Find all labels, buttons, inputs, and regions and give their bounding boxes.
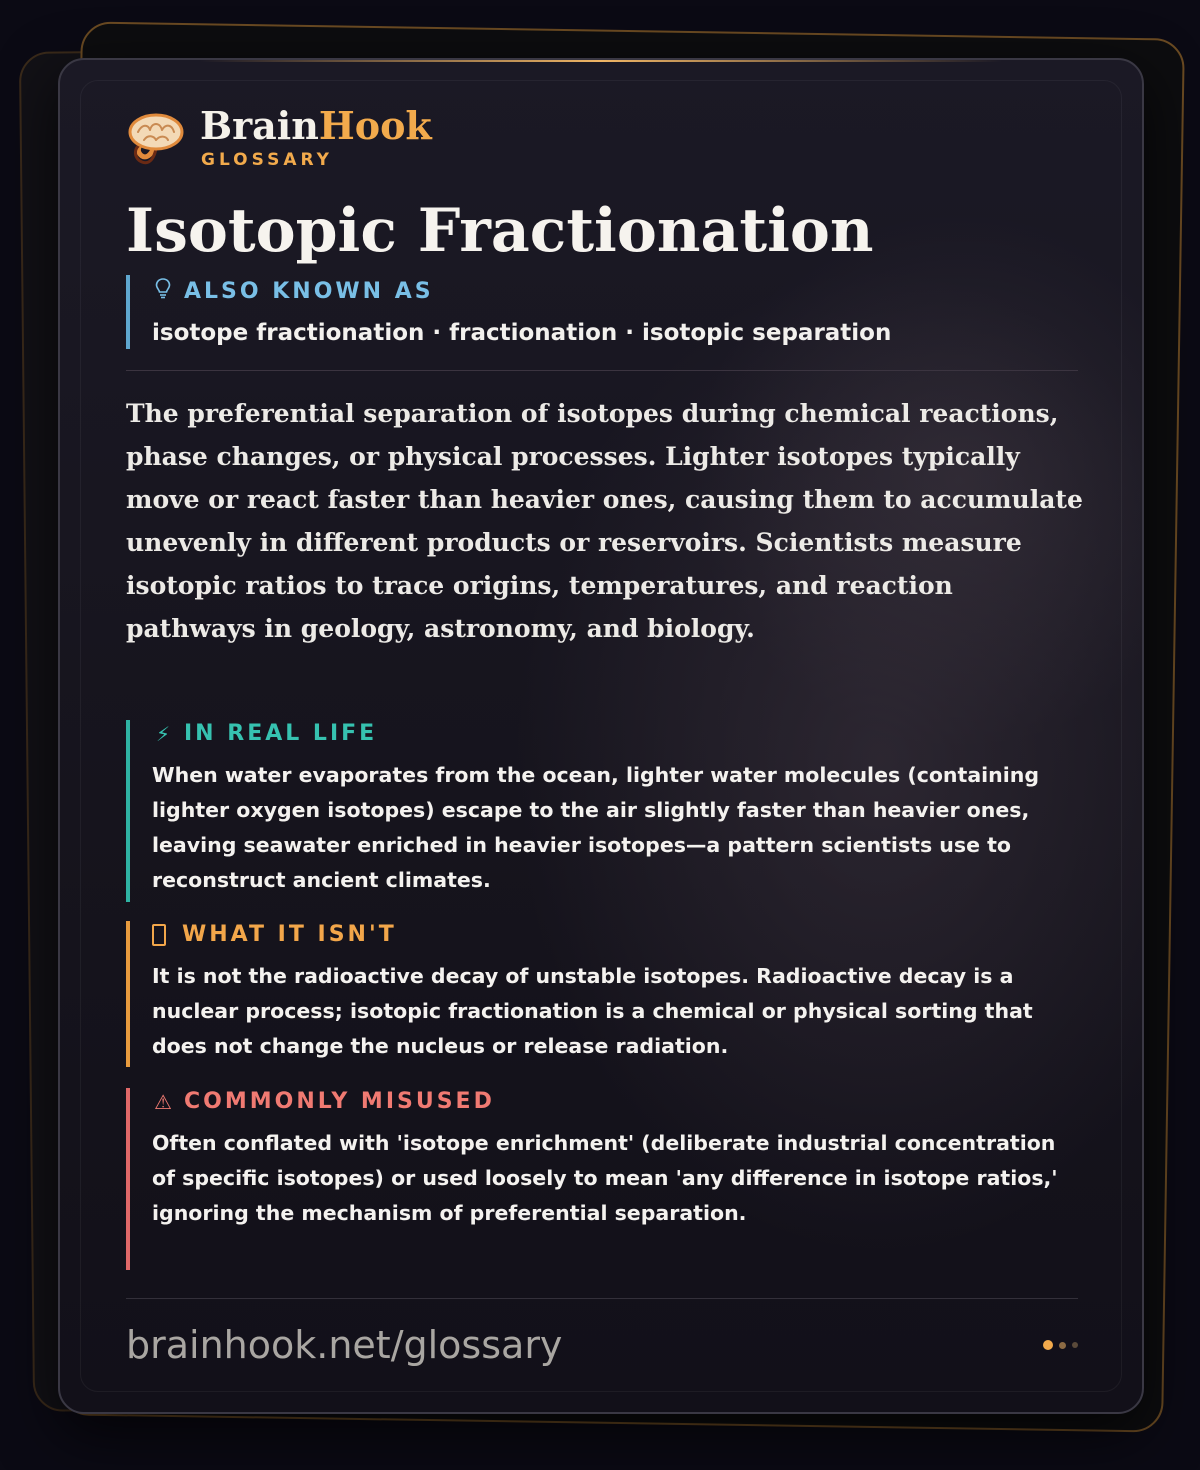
lightbulb-icon (152, 277, 174, 306)
what-it-isnt-label: WHAT IT ISN'T (152, 921, 1078, 949)
in-real-life-section (126, 720, 1078, 902)
brand-header (126, 104, 526, 174)
brand-name: BrainHook (200, 103, 432, 148)
page-indicator-dots (1043, 1340, 1078, 1350)
in-real-life-label: ⚡ IN REAL LIFE (152, 720, 1078, 748)
also-known-as-section (126, 275, 1066, 349)
what-it-isnt-text: It is not the radioactive decay of unstable isotopes. Radioactive decay is a nuclear process; isotopic fractionation is a chemical or physical sorting that does not change the nucleus or release radiation. (152, 964, 1033, 1058)
definition-text: The preferential separation of isotopes during chemical reactions, phase changes, or physical processes. Lighter isotopes typically move or react faster than heavier ones, causing them to accumulate unevenly in different products or reservoirs. Scientists measure isotopic ratios to trace origins, temperatures, and reaction pathways in geology, astronomy, and biology. (126, 399, 1083, 643)
footer-url[interactable]: brainhook.net/glossary (126, 1323, 563, 1367)
commonly-misused-label: ⚠ COMMONLY MISUSED (152, 1088, 1078, 1116)
page-dot (1059, 1342, 1066, 1349)
also-known-as-values: isotope fractionation · fractionation · isotopic separation (152, 320, 892, 346)
card-top-highlight (200, 60, 1002, 62)
what-it-isnt-section (126, 921, 1078, 1067)
glossary-card (58, 58, 1144, 1414)
commonly-misused-text: Often conflated with 'isotope enrichment' (deliberate industrial concentration of specific isotopes) or used loosely to mean 'any difference in isotope ratios,' ignoring the mechanism of preferential separation. (152, 1131, 1058, 1225)
lightning-icon: ⚡ (155, 722, 171, 746)
page-dot-active (1043, 1340, 1053, 1350)
commonly-misused-section (126, 1088, 1078, 1270)
page-dot (1072, 1342, 1078, 1348)
brain-hook-logo-icon (126, 110, 186, 170)
footer-divider (126, 1298, 1078, 1299)
warning-icon: ⚠ (154, 1090, 172, 1114)
brand-subtitle: GLOSSARY (201, 150, 333, 170)
header-divider (126, 370, 1078, 371)
also-known-as-label: ALSO KNOWN AS (152, 275, 1066, 306)
term-title: Isotopic Fractionation (126, 196, 874, 266)
in-real-life-text: When water evaporates from the ocean, lighter water molecules (containing lighter oxygen isotopes) escape to the air slightly faster than heavier ones, leaving seawater enriched in heavier isotopes—a pattern scientists use to reconstruct ancient climates. (152, 763, 1040, 892)
missing-glyph-icon (152, 924, 166, 946)
